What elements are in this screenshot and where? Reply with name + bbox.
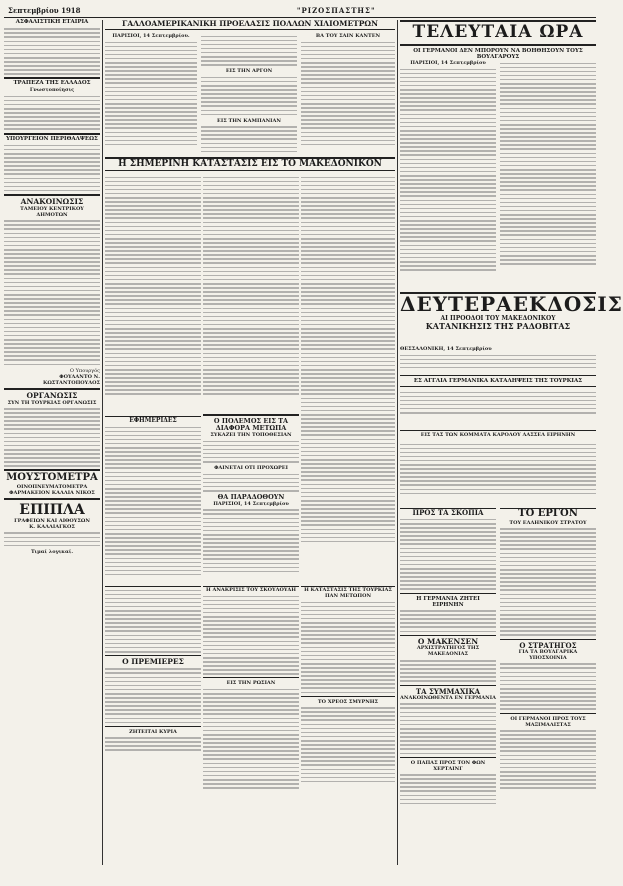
radovista-capture-headline: ΚΑΤΑΝΙΚΗΣΙΣ ΤΗΣ ΡΑΔΟΒΙΤΑΣ (425, 321, 571, 331)
war-fronts-bar (203, 414, 299, 432)
last-hour-headline: ΤΕΛΕΥΤΑΙΑ ΩΡΑ (400, 20, 596, 46)
maximalists-heading: ΟΙ ΓΕΡΜΑΝΟΙ ΠΡΟΣ ΤΟΥΣ ΜΑΞΙΜΑΛΙΣΤΑΣ (510, 715, 586, 728)
turkey-capture-headline: ΕΣ ΑΓΓΛΙΑ ΓΕΡΜΑΝΙΚΑ ΚΑΤΑΛΗΨΕΙΣ ΤΗΣ ΤΟΥΡΚΙΑΣ (413, 378, 583, 384)
peace-bar (400, 430, 596, 440)
thessaloniki-dateline: ΘΕΣΣΑΛΟΝΙΚΗ, 14 Σεπτεμβρίου (400, 346, 492, 352)
newspaper-title: "ΡΙΖΟΣΠΑΣΤΗΣ" (296, 6, 376, 15)
ministry-heading: ΥΠΟΥΡΓΕΙΟΝ ΠΕΡΙΘΑΛΨΕΩΣ (6, 135, 98, 142)
organization-heading: ΟΡΓΑΝΩΣΙΣ (26, 390, 78, 400)
saint-quentin-heading: ΒΑ ΤΟΥ ΣΑΙΝ ΚΑΝΤΕΝ (315, 33, 381, 39)
saint-quentin-dispatch (301, 33, 395, 157)
furniture-ad-heading: ΕΠΙΠΛΑ (19, 501, 85, 518)
allied-reports-heading: ΤΑ ΣΥΜΜΑΧΙΚΑ (415, 686, 481, 696)
skopje-heading: ΠΡΟΣ ΤΑ ΣΚΟΠΙΑ (412, 508, 484, 517)
argonne-heading: ΕΙΣ ΤΗΝ ΑΡΓΟΝ (225, 68, 273, 75)
bank-heading: ΤΡΑΠΕΖΑ ΤΗΣ ΕΛΛΑΔΟΣ (13, 80, 91, 87)
second-edition-headline: ΔΕΥΤΕΡΑΕΚΔΟΣΙΣ (400, 292, 623, 316)
insurance-heading: ΑΣΦΑΛΙΣΤΙΚΗ ΕΤΑΙΡΙΑ (15, 19, 89, 25)
second-edition-banner (400, 292, 623, 346)
right-lower-col1 (400, 508, 496, 884)
greek-army-work-subheading: ΤΟΥ ΕΛΛΗΝΙΚΟΥ ΣΤΡΑΤΟΥ (509, 519, 587, 526)
column-1 (4, 20, 100, 865)
peace-headline: ΕΙΣ ΤΑΣ ΤΩΝ ΚΟΜΜΑΤΑ ΚΑΡΟΛΟΥ ΛΑΣΣΕΛ ΕΙΡΗΝΗΝ (420, 432, 576, 438)
mackensen-heading: Ο ΜΑΚΕΝΣΕΝ (417, 636, 479, 646)
text-block (4, 532, 100, 546)
premieres-section (105, 586, 201, 886)
macedonian-progress-subheading: ΑΙ ΠΡΟΟΔΟΙ ΤΟΥ ΜΑΚΕΔΟΝΙΚΟΥ (440, 315, 556, 322)
smyrna-debt-heading: ΤΟ ΧΡΕΟΣ ΣΜΥΡΝΗΣ (317, 698, 379, 705)
text-block (4, 96, 100, 130)
germans-cannot-help-headline: ΟΙ ΓΕΡΜΑΝΟΙ ΔΕΝ ΜΠΟΡΟΥΝ ΝΑ ΒΟΗΘΗΣΟΥΝ ΤΟΥΣ ΒΟΥΛΓΑΡΟΥΣ (413, 47, 583, 60)
furniture-ad-subheading: ΓΡΑΦΕΙΩΝ ΚΑΙ ΑΙΘΟΥΣΩΝ (14, 517, 90, 524)
general-subheading: ΓΙΑ ΤΑ ΒΟΥΛΓΑΡΙΚΑ ΥΠΟΣΧΟΙΝΙΑ (518, 648, 578, 661)
war-subheading-1: ΣΥΚΑΖΕΙ ΤΗΝ ΤΟΠΟΘΕΣΙΑΝ (210, 432, 292, 438)
paris-dateline-2: ΠΑΡΙΣΙΟΙ, 14 Σεπτεμβρίου (410, 60, 486, 66)
peace-article (400, 441, 596, 507)
last-hour-col2 (500, 60, 596, 290)
press-heading: ΕΦΗΜΕΡΙΔΕΣ (129, 417, 177, 424)
column-center (105, 20, 395, 865)
last-hour-col1 (400, 60, 496, 290)
furniture-shop-name: Κ. ΚΑΛΛΙΑΓΚΟΣ (29, 523, 75, 530)
hydrometer-ad-heading: ΜΟΥΣΤΟΜΕΤΡΑ (6, 472, 98, 484)
war-fronts-article (203, 432, 299, 584)
germany-peace-heading: Η ΓΕΡΜΑΝΙΑ ΖΗΤΕΙ ΕΙΡΗΝΗΝ (416, 595, 480, 608)
macedonian-article-col3 (301, 174, 395, 584)
signature-name: ΦΟΥΛΑΝΤΟ Ν. ΚΩΣΤΑΝΤΟΠΟΥΛΟΣ (43, 373, 100, 386)
announcement-heading: ΑΝΑΚΟΙΝΩΣΙΣ (20, 196, 84, 206)
turkey-section (301, 586, 395, 886)
war-subheading-2: ΦΑΙΝΕΤΑΙ ΟΤΙ ΠΡΟΧΩΡΕΙ (214, 465, 288, 472)
announcement-subheading: ΤΑΜΕΙΟΥ ΚΕΝΤΡΙΚΟΥ ΔΗΜΟΤΩΝ (20, 205, 84, 218)
argonne-dispatch (201, 33, 297, 157)
war-fronts-headline: Ο ΠΟΛΕΜΟΣ ΕΙΣ ΤΑ ΔΙΑΦΟΡΑ ΜΕΤΩΠΑ (213, 417, 289, 432)
macedonian-article-col1 (105, 174, 201, 414)
surrender-heading: ΘΑ ΠΑΡΑΔΟΘΟΥΝ (217, 493, 285, 502)
russia-heading: ΕΙΣ ΤΗΝ ΡΩΣΙΑΝ (226, 680, 276, 687)
skouloudis-heading: Η ΑΝΑΚΡΙΣΙΣ ΤΟΥ ΣΚΟΥΛΟΥΔΗ (206, 587, 296, 593)
skouloudis-section (203, 586, 299, 886)
press-section (105, 416, 201, 586)
paris-dateline: ΠΑΡΙΣΙΟΙ, 14 Σεπτεμβρίου. (112, 33, 190, 39)
allied-reports-subheading: ΑΝΑΚΟΙΝΩΘΕΝΤΑ ΕΝ ΓΕΡΜΑΝΙΑ (400, 694, 496, 701)
turkey-heading: Η ΚΑΤΑΣΤΑΣΙΣ ΤΗΣ ΤΟΥΡΚΙΑΣ ΠΑΝ ΜΕΤΩΠΟΝ (304, 587, 392, 599)
text-block (4, 145, 100, 192)
signature-title: Ο Υπουργός (69, 367, 100, 374)
franco-american-headline: ΓΑΛΛΟΑΜΕΡΙΚΑΝΙΚΗ ΠΡΟΕΛΑΣΙΣ ΠΟΛΛΩΝ ΧΙΛΙΟΜΕΤΡΩΝ (105, 20, 395, 30)
paris-dispatch (105, 33, 197, 157)
column-right (400, 20, 623, 865)
issue-date: Σεπτεμβρίου 1918 (8, 6, 81, 15)
masthead (4, 4, 596, 18)
wanted-heading: ΖΗΤΕΙΤΑΙ ΚΥΡΙΑ (129, 728, 177, 735)
fair-prices: Τιμαί λογικαί. (30, 548, 74, 555)
mackensen-subheading: ΑΡΧΙΣΤΡΑΤΗΓΟΣ ΤΗΣ ΜΑΚΕΔΟΝΙΑΣ (416, 645, 480, 658)
turkey-capture-bar (400, 375, 596, 387)
pope-heading: Ο ΠΑΠΑΣ ΠΡΟΣ ΤΟΝ ΦΩΝ ΧΕΡΤΛΙΝΓ (410, 759, 486, 772)
thessaloniki-dispatch (400, 346, 596, 374)
text-block (4, 28, 100, 75)
champagne-heading: ΕΙΣ ΤΗΝ ΚΑΜΠΑΝΙΑΝ (217, 117, 281, 124)
right-lower-col2 (500, 508, 596, 884)
greek-army-work-heading: ΤΟ ΕΡΓΟΝ (518, 508, 578, 519)
general-heading: Ο ΣΤΡΑΤΗΓΟΣ (519, 640, 577, 650)
hydrometer-ad-subheading: ΟΙΝΟΠΝΕΥΜΑΤΟΜΕΤΡΑ (16, 483, 88, 490)
columns-area (4, 19, 623, 865)
organization-subheading: ΣΥΝ ΤΗ ΤΟΥΡΚΙΑΣ ΟΡΓΑΝΩΣΙΣ (7, 399, 97, 406)
macedonian-headline-bar (105, 157, 395, 171)
macedonian-front-headline: Η ΣΗΜΕΡΙΝΗ ΚΑΤΑΣΤΑΣΙΣ ΕΙΣ ΤΟ ΜΑΚΕΔΟΝΙΚΟΝ (118, 159, 382, 169)
bank-subheading: Γνωστοποίησις (29, 87, 75, 94)
text-block (4, 220, 100, 365)
text-block (4, 408, 100, 467)
surrender-dateline: ΠΑΡΙΣΙΟΙ, 14 Σεπτεμβρίου (213, 500, 289, 507)
premieres-heading: Ο ΠΡΕΜΙΕΡΕΣ (122, 657, 184, 666)
turkey-capture-article (400, 389, 596, 429)
pharmacy-name: ΦΑΡΜΑΚΕΙΟΝ ΚΑΛΛΙΑ ΝΙΚΟΣ (9, 489, 95, 496)
macedonian-article-col2 (203, 174, 299, 414)
